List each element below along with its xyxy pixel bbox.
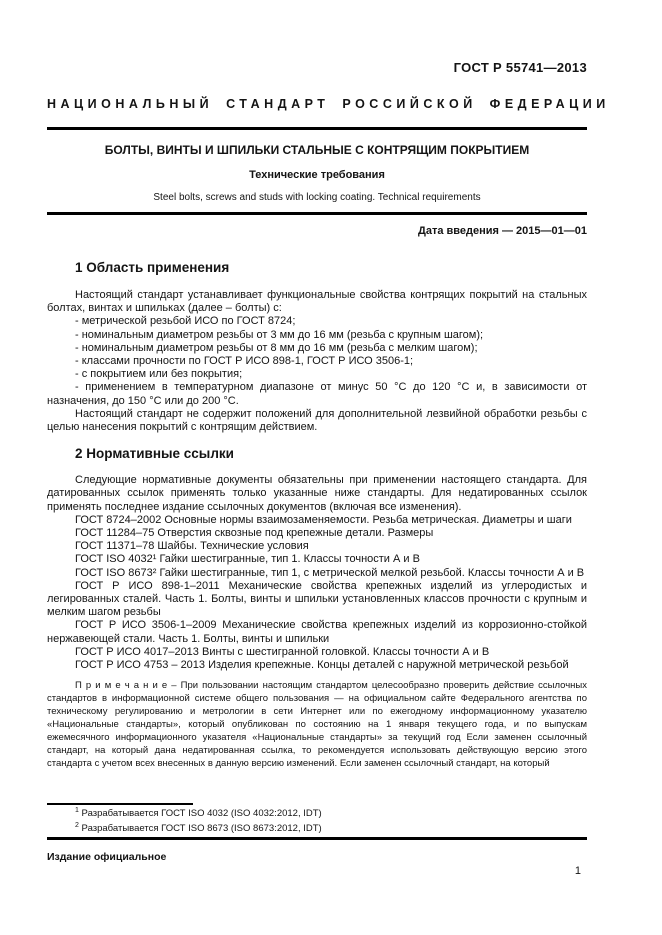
horizontal-rule-under-title [47,212,587,215]
doc-title: БОЛТЫ, ВИНТЫ И ШПИЛЬКИ СТАЛЬНЫЕ С КОНТРЯЩИМ ПОКРЫТИЕМ [104,143,530,157]
reference-item: ГОСТ 8724–2002 Основные нормы взаимозаменяемости. Резьба метрическая. Диаметры и шаги [75,513,572,526]
doc-subtitle-en: Steel bolts, screws and studs with locking coating. Technical requirements [153,192,481,203]
reference-item: ГОСТ 11284–75 Отверстия сквозные под крепежные детали. Размеры [75,527,434,540]
reference-item: ГОСТ Р ИСО 4017–2013 Винты с шестигранной головкой. Классы точности А и В [75,645,490,658]
section-2-heading: 2 Нормативные ссылки [75,446,234,462]
doc-number: ГОСТ Р 55741—2013 [453,60,587,75]
note-paragraph: П р и м е ч а н и е – При пользовании настоящим стандартом целесообразно проверить действие ссылочных стандартов в информационной системе общего пользования — на официальном сайте Федерального агентства по техническому регулированию и метрологии в сети Интернет или по ежегодному информационному указателю «Национальные стандарты», который опубликован по состоянию на 1 января текущего года, и по выпускам ежемесячного информационного указателя «Национальные стандарты» за текущий год Если заменен ссылочный стандарт, на который дана недатированная ссылка, то рекомендуется использовать действующую версию этого стандарта с учетом всех внесенных в данную версию изменений. Если заменен ссылочный стандарт, на который [47,680,587,769]
list-item: - метрической резьбой ИСО по ГОСТ 8724; [75,315,296,328]
reference-item: ГОСТ ISO 4032¹ Гайки шестигранные, тип 1. Классы точности А и В [75,553,420,566]
paragraph: Следующие нормативные документы обязательны при применении настоящего стандарта. Для датированных ссылок применять только указанные ниже стандарты. Для недатированных ссылок применять последнее издание ссылочных документов (включая все изменения). [47,474,587,513]
effective-date: Дата введения — 2015—01—01 [418,225,587,237]
footnote-2-text: Разрабатывается ГОСТ ISO 8673 (ISO 8673:2012, IDT) [78,822,322,834]
reference-item: ГОСТ Р ИСО 3506-1–2009 Механические свойства крепежных изделий из коррозионно-стойкой нержавеющей стали. Часть 1. Болты, винты и шпильки [47,619,587,645]
reference-item: ГОСТ 11371–78 Шайбы. Технические условия [75,540,309,553]
footnote-separator [47,803,193,805]
reference-item: ГОСТ Р ИСО 4753 – 2013 Изделия крепежные. Концы деталей с наружной метрической резьбой [75,659,569,672]
footnote-2 [47,823,587,835]
list-item: - классами прочности по ГОСТ Р ИСО 898-1, ГОСТ Р ИСО 3506-1; [75,355,414,368]
reference-item: ГОСТ ISO 8673² Гайки шестигранные, тип 1, с метрической мелкой резьбой. Классы точности А и В [75,566,585,579]
footnote-1-text: Разрабатывается ГОСТ ISO 4032 (ISO 4032:2012, IDT) [78,808,322,819]
paragraph: Настоящий стандарт не содержит положений для дополнительной лезвийной обработки резьбы с целью нанесения покрытий с контрящим действием. [47,407,587,434]
list-item: - применением в температурном диапазоне от минус 50 °С до 120 °С и, в зависимости от назначения, до 150 °С или до 200 °С. [47,381,587,407]
paragraph: Настоящий стандарт устанавливает функциональные свойства контрящих покрытий на стальных болтах, винтах и шпильках (далее – болты) с: [47,289,587,315]
footnote-2-marker: 2 [75,821,79,829]
list-item: - номинальным диаметром резьбы от 3 мм до 16 мм (резьба с крупным шагом); [75,328,484,341]
footnote-1 [47,808,587,820]
doc-subtitle-ru: Технические требования [249,169,385,181]
list-item: - с покрытием или без покрытия; [75,368,243,381]
list-item: - номинальным диаметром резьбы от 8 мм до 16 мм (резьба с мелким шагом); [75,341,478,354]
standard-type-line: НАЦИОНАЛЬНЫЙ СТАНДАРТ РОССИЙСКОЙ ФЕДЕРАЦИИ [47,97,610,111]
page-footer [47,803,587,878]
horizontal-rule-bottom [47,837,587,840]
edition-note: Издание официальное [47,851,167,863]
section-1-heading: 1 Область применения [75,260,230,275]
page-content [47,0,610,771]
footnote-1-marker: 1 [75,806,79,814]
reference-item: ГОСТ Р ИСО 898-1–2011 Механические свойства крепежных изделий из углеродистых и легированных сталей. Часть 1. Болты, винты и шпильки установленных классов прочности с крупным и мелким шагом резьбы [47,579,587,619]
page-number: 1 [574,865,581,877]
horizontal-rule-top [47,127,587,130]
